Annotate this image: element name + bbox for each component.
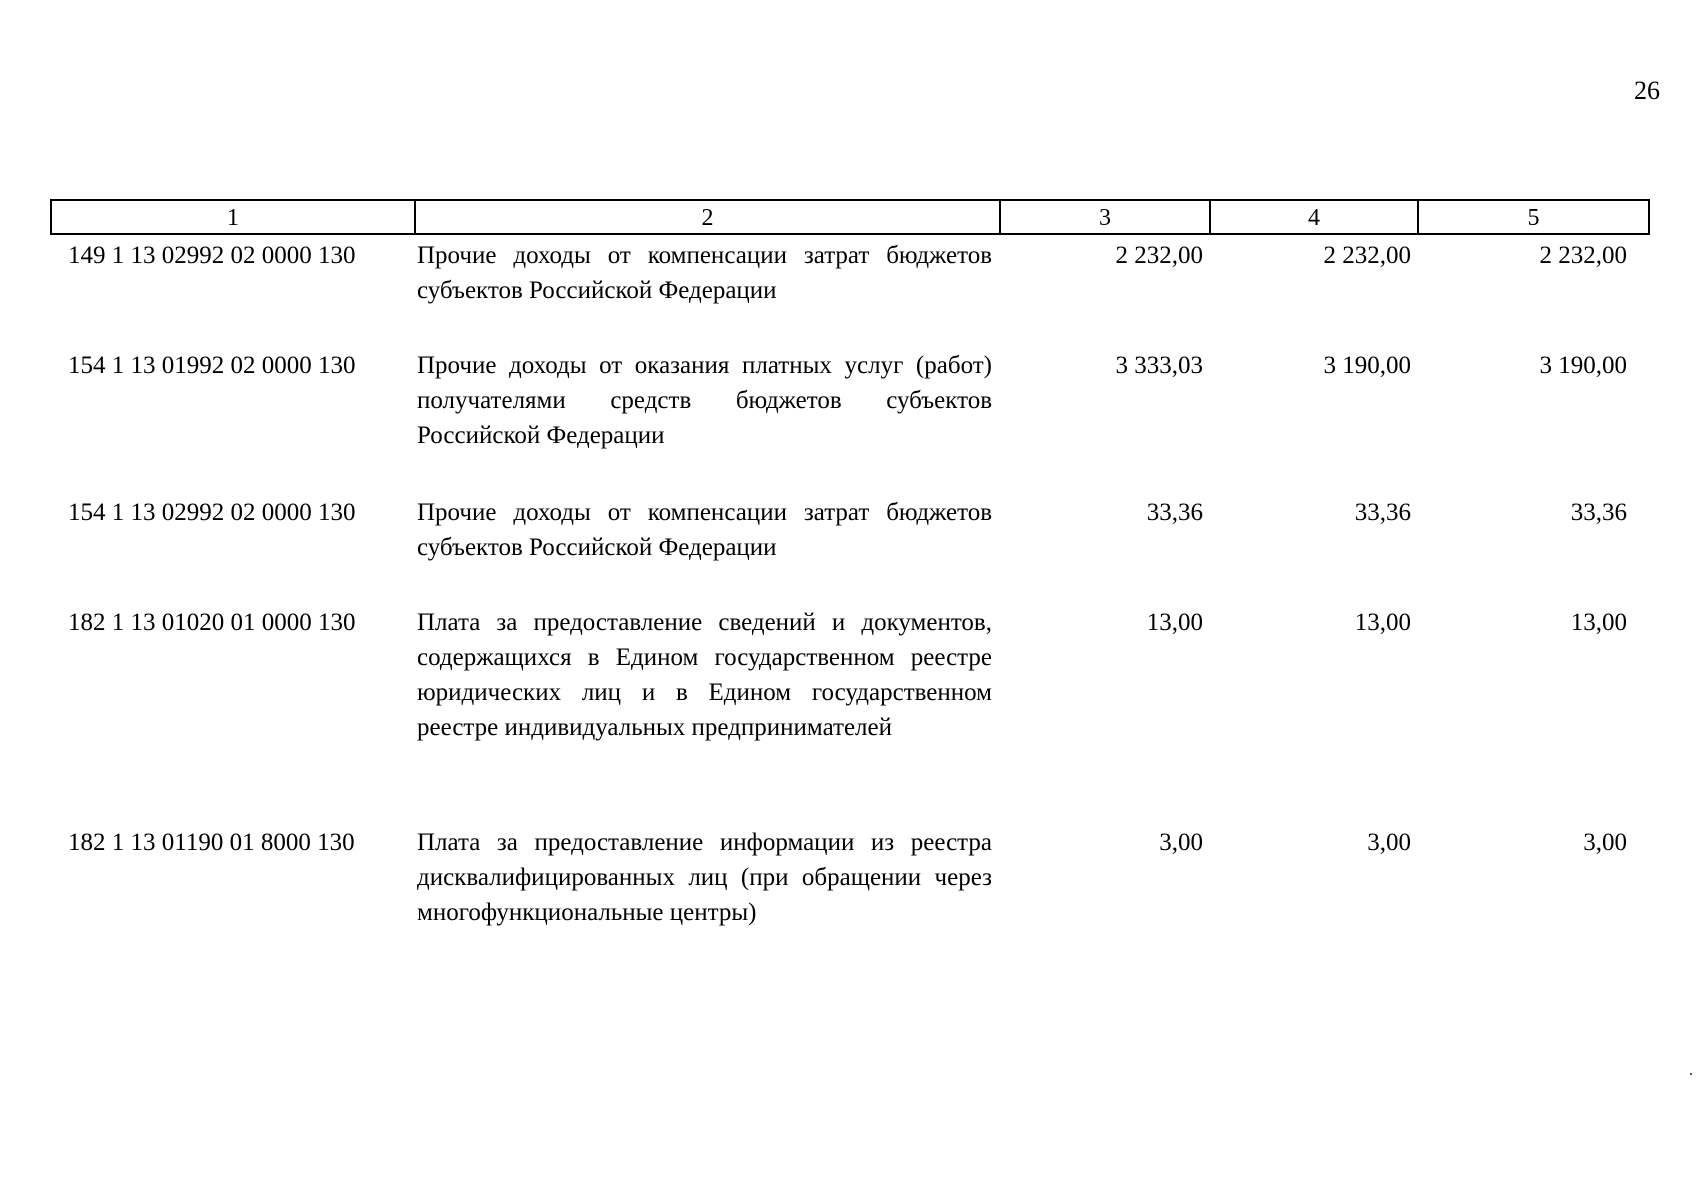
scan-artifact-dot bbox=[1690, 1073, 1692, 1075]
row-value-col3: 3 333,03 bbox=[1115, 352, 1203, 379]
row-value-col3: 3,00 bbox=[1159, 829, 1203, 856]
row-value-col5: 2 232,00 bbox=[1539, 242, 1627, 269]
row-value-col5: 3 190,00 bbox=[1539, 352, 1627, 379]
row-description: Плата за предоставление сведений и документов, содержащихся в Едином государственном реестре юридических лиц и в Едином государственном реестре индивидуальных предпринимателей bbox=[417, 609, 992, 741]
row-code: 182 1 13 01020 01 0000 130 bbox=[68, 609, 356, 636]
row-code: 154 1 13 02992 02 0000 130 bbox=[68, 499, 356, 526]
header-cell-2: 2 bbox=[414, 201, 999, 233]
row-code: 182 1 13 01190 01 8000 130 bbox=[68, 829, 355, 856]
header-cell-1: 1 bbox=[227, 205, 239, 231]
row-description: Прочие доходы от компенсации затрат бюджетов субъектов Российской Федерации bbox=[417, 499, 992, 561]
row-value-col4: 13,00 bbox=[1354, 609, 1411, 636]
row-value-col3: 33,36 bbox=[1146, 499, 1203, 526]
table-header-row bbox=[50, 199, 1650, 235]
row-value-col5: 13,00 bbox=[1570, 609, 1627, 636]
row-value-col4: 33,36 bbox=[1354, 499, 1411, 526]
row-value-col4: 3 190,00 bbox=[1323, 352, 1411, 379]
header-cell-4: 4 bbox=[1209, 201, 1417, 233]
row-value-col5: 3,00 bbox=[1583, 829, 1627, 856]
row-value-col5: 33,36 bbox=[1570, 499, 1627, 526]
header-cell-5: 5 bbox=[1417, 201, 1648, 233]
row-description: Прочие доходы от оказания платных услуг (работ) получателями средств бюджетов субъектов Российской Федерации bbox=[417, 352, 992, 449]
header-cell-3: 3 bbox=[999, 201, 1209, 233]
page-number: 26 bbox=[1634, 76, 1660, 105]
row-value-col3: 13,00 bbox=[1146, 609, 1203, 636]
row-value-col4: 3,00 bbox=[1367, 829, 1411, 856]
row-value-col3: 2 232,00 bbox=[1115, 242, 1203, 269]
row-value-col4: 2 232,00 bbox=[1323, 242, 1411, 269]
row-code: 149 1 13 02992 02 0000 130 bbox=[68, 242, 356, 269]
row-description: Прочие доходы от компенсации затрат бюджетов субъектов Российской Федерации bbox=[417, 242, 992, 304]
row-description: Плата за предоставление информации из реестра дисквалифицированных лиц (при обращении через многофункциональные центры) bbox=[417, 829, 992, 926]
row-code: 154 1 13 01992 02 0000 130 bbox=[68, 352, 356, 379]
